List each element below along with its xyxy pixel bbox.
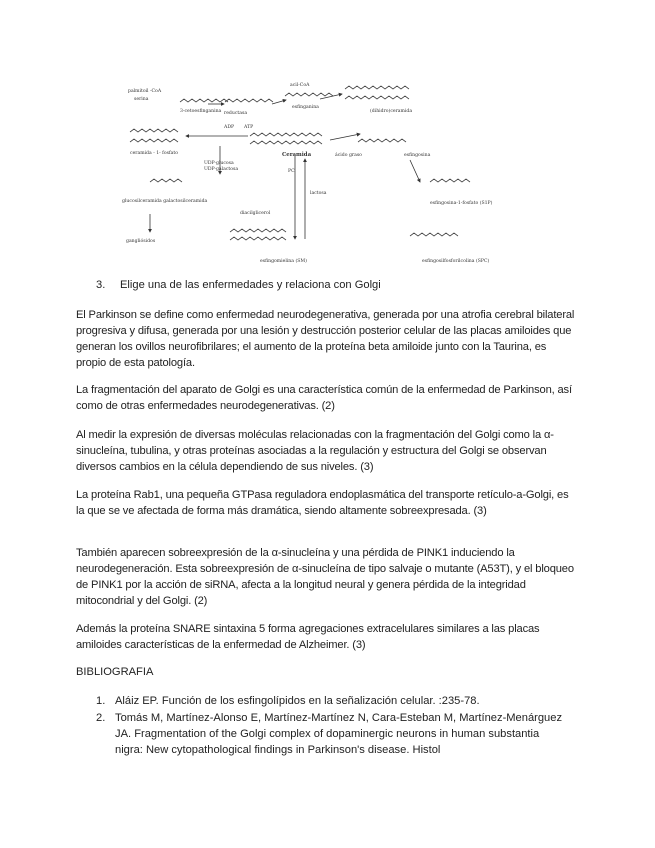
label-dihidroceramida: (dihidro)ceramida — [370, 109, 413, 114]
label-udp-galactosa: UDP-galactosa — [204, 167, 239, 172]
ref-text: Aláiz EP. Función de los esfingolípidos en la señalización celular. :235-78. — [115, 695, 480, 707]
label-cetoesfinganina: 3-cetoesfinganina — [180, 109, 222, 114]
chain-c1p-2 — [130, 139, 178, 142]
label-pc: PC — [288, 169, 295, 174]
label-esfingomielina: esfingomielina (SM) — [260, 259, 307, 264]
label-acil-coa: acil-CoA — [290, 83, 310, 88]
chain-ceramide-1 — [250, 133, 322, 136]
ref-number: 1. — [96, 695, 106, 707]
label-esfinganina: esfinganina — [292, 105, 319, 110]
label-acido-graso: ácido graso — [335, 153, 362, 158]
label-esfingosina: esfingosina — [404, 153, 431, 158]
label-udp-glucosa: UDP-glucosa — [204, 161, 234, 166]
paragraph-molecule-expression — [76, 428, 576, 476]
paragraph-text: La fragmentación del aparato de Golgi es una característica común de la enfermedad de Parkinson, así como de otras enfermedades neurodegenerativas. (2) — [76, 384, 572, 412]
label-ceramida: Ceramida — [282, 152, 312, 158]
paragraph-text: Además la proteína SNARE sintaxina 5 forma agregaciones extracelulares similares a las placas amiloides características de la enfermedad de Alzheimer. (3) — [76, 623, 540, 651]
paragraph-text: También aparecen sobreexpresión de la α-sinucleína y una pérdida de PINK1 induciendo la neurodegeneración. Esta sobreexpresión de α-sinucleína de tipo salvaje o mutante (A53T), y el bloqueo de PINK1 por la acción de siRNA, afecta a la longitud neural y genera pérdida de la integridad mitocondrial y del Golgi. (2) — [76, 547, 574, 607]
chain-esfinganina — [180, 99, 228, 102]
chain-cetoesfinganina — [225, 99, 273, 102]
label-spc: esfingosilfosforilcolina (SPC) — [422, 259, 490, 264]
label-gangliosidos: gangliósidos — [126, 239, 156, 244]
sphingolipid-pathway-figure — [120, 64, 540, 270]
label-adp: ADP — [224, 125, 235, 130]
bibliography-ref-2 — [96, 711, 566, 761]
paragraph-text: El Parkinson se define como enfermedad neurodegenerativa, generada por una atrofia cerebral bilateral progresiva y difusa, generada por una lesión y destrucción posterior celular de las placas amiloides que generan los ovillos neurofibrilares; el aumento de la proteína beta amiloide junto con la Taurina, es propio de esta patología. — [76, 309, 575, 369]
label-serina: serina — [134, 97, 149, 102]
question-3 — [96, 279, 381, 291]
label-dag: diacilglicerol — [240, 211, 271, 216]
label-reductasa: reductasa — [224, 111, 248, 116]
chain-spc — [410, 233, 458, 236]
chain-sm-1 — [230, 229, 286, 232]
label-glucosilceramida: glucosilceramida galactosilceramida — [122, 199, 208, 204]
paragraph-text: La proteína Rab1, una pequeña GTPasa reguladora endoplasmática del transporte retículo-a-Golgi, es la que se ve afectada de forma más dramática, siendo altamente sobreexpresada. (3) — [76, 489, 569, 517]
label-ceramida-1-fosfato: ceramida - 1- fosfato — [130, 151, 179, 156]
paragraph-rab1 — [76, 488, 576, 520]
paragraph-text: Al medir la expresión de diversas moléculas relacionadas con la fragmentación del Golgi como la α-sinuclеína, tubulina, y otras proteínas asociadas a la regulación y estructura del Golgi se observan diversos cambios en la célula dependiendo de sus niveles. (3) — [76, 429, 554, 473]
chain-sphingosine — [358, 139, 406, 142]
paragraph-snare-syntaxin — [76, 622, 576, 654]
bibliography-title: BIBLIOGRAFIA — [76, 666, 154, 678]
paragraph-parkinson-definition — [76, 308, 576, 372]
label-palmitoyl-coa: palmitoil -CoA — [128, 89, 162, 94]
chain-c1p-1 — [130, 129, 178, 132]
pathway-diagram — [120, 64, 540, 270]
label-atp: ATP — [244, 125, 254, 130]
bibliography-ref-1 — [96, 694, 566, 710]
ref-number: 2. — [96, 712, 106, 724]
chain-glucosylceramide — [150, 179, 182, 182]
paragraph-golgi-fragmentation — [76, 383, 576, 415]
paragraph-alpha-synuclein-pink1 — [76, 546, 576, 610]
label-s1p: esfingosina-1-fosfato (S1P) — [430, 201, 493, 206]
chain-dihydroceramide-2 — [345, 96, 409, 99]
chain-ceramide-2 — [250, 141, 322, 144]
question-number: 3. — [96, 279, 106, 291]
chain-sphinganine-2 — [285, 93, 333, 96]
chain-sm-2 — [230, 237, 286, 240]
chain-s1p — [430, 179, 470, 182]
ref-text: Tomás M, Martínez-Alonso E, Martínez-Martínez N, Cara-Esteban M, Martínez-Menárguez JA. Fragmentation of the Golgi complex of dopaminergic neurons in human substantia nigra: New cytopathological findings in Parkinson's disease. Histol — [115, 712, 563, 756]
question-text: Elige una de las enfermedades y relaciona con Golgi — [120, 279, 381, 291]
chain-dihydroceramide — [345, 86, 409, 89]
label-lactosa: lactosa — [310, 191, 327, 196]
